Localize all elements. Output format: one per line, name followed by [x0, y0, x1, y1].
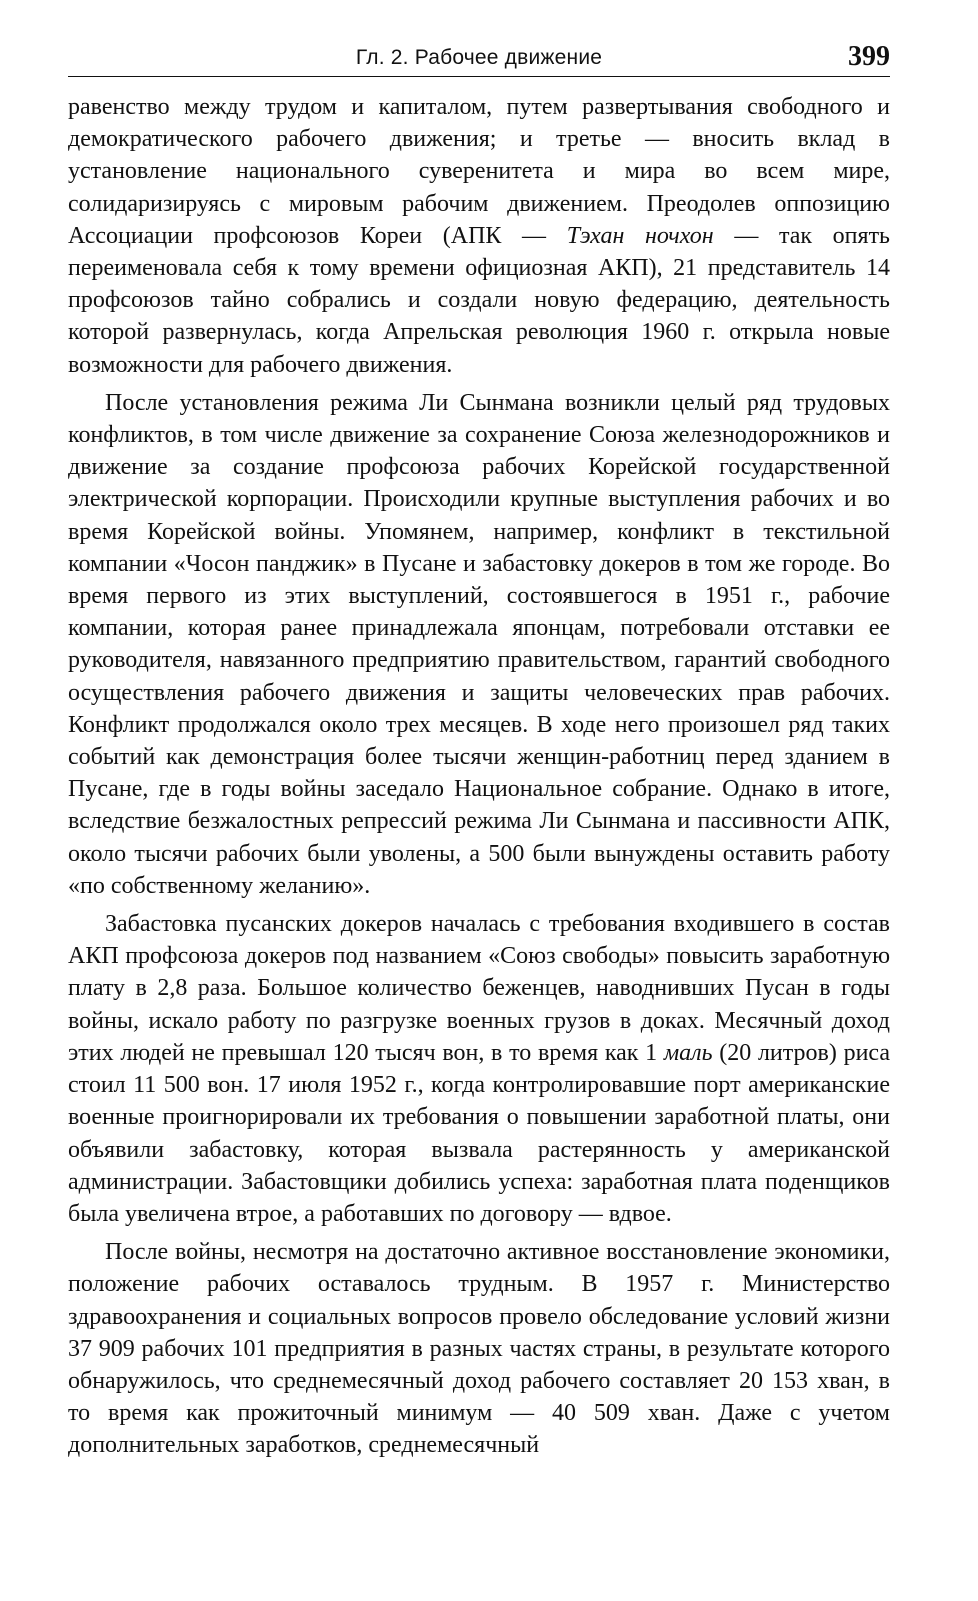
page-body: [68, 91, 890, 1462]
paragraph-3-italic-term: маль: [663, 1039, 713, 1066]
paragraph-3: [68, 908, 890, 1230]
running-title: Гл. 2. Рабочее движение: [355, 46, 603, 69]
paragraph-1-text-b: — так опять переименовала себя к тому времени официозная АКП), 21 представитель 14 профсоюзов тайно собрались и создали новую федерацию, деятельность которой развернулась, когда Апрельская революция 1960 г. открыла новые возможности для рабочего движения.: [68, 222, 890, 378]
page-header: [68, 40, 890, 77]
book-page: [68, 40, 890, 1462]
paragraph-1: [68, 91, 890, 381]
paragraph-1-italic-term: Тэхан ночхон: [566, 222, 714, 249]
paragraph-4: После войны, несмотря на достаточно активное восстановление экономики, положение рабочих оставалось трудным. В 1957 г. Министерство здравоохранения и социальных вопросов провело обследование условий жизни 37 909 рабочих 101 предприятия в разных частях страны, в результате которого обнаружилось, что среднемесячный доход рабочего составляет 20 153 хван, в то время как прожиточный минимум — 40 509 хван. Даже с учетом дополнительных заработков, среднемесячный: [68, 1239, 890, 1459]
page-number: 399: [848, 41, 890, 72]
paragraph-3-text-a: Забастовка пусанских докеров началась с требования входившего в состав АКП профсоюза докеров под названием «Союз свободы» повысить заработную плату в 2,8 раза. Большое количество беженцев, наводнивших Пусан в годы войны, искало работу по разгрузке военных грузов в доках. Месячный доход этих людей не превышал 120 тысяч вон, в то время как 1: [68, 911, 890, 1066]
paragraph-3-text-b: (20 литров) риса стоил 11 500 вон. 17 июля 1952 г., когда контролировавшие порт американские военные проигнорировали их требования о повышении заработной платы, они объявили забастовку, которая вызвала растерянность у американской администрации. Забастовщики добились успеха: заработная плата поденщиков была увеличена втрое, а работавших по договору — вдвое.: [68, 1039, 891, 1227]
paragraph-1-text-a: равенство между трудом и капиталом, путем развертывания свободного и демократического рабочего движения; и третье — вносить вклад в установление национального суверенитета и мира во всем мире, солидаризируясь с мировым рабочим движением. Преодолев оппозицию Ассоциации профсоюзов Кореи (АПК —: [68, 94, 890, 249]
paragraph-2: После установления режима Ли Сынмана возникли целый ряд трудовых конфликтов, в том числе движение за сохранение Союза железнодорожников и движение за создание профсоюза рабочих Корейской государственной электрической корпорации. Происходили крупные выступления рабочих и во время Корейской войны. Упомянем, например, конфликт в текстильной компании «Чосон панджик» в Пусане и забастовку докеров в том же городе. Во время первого из этих выступлений, состоявшегося в 1951 г., рабочие компании, которая ранее принадлежала японцам, потребовали отставки ее руководителя, навязанного предприятию правительством, гарантий свободного осуществления рабочего движения и защиты человеческих прав рабочих. Конфликт продолжался около трех месяцев. В ходе него произошел ряд таких событий как демонстрация более тысячи женщин-работниц перед зданием в Пусане, где в годы войны заседало Национальное собрание. Однако в итоге, вследствие безжалостных репрессий режима Ли Сынмана и пассивности АПК, около тысячи рабочих были уволены, а 500 были вынуждены оставить работу «по собственному желанию».: [68, 389, 890, 899]
